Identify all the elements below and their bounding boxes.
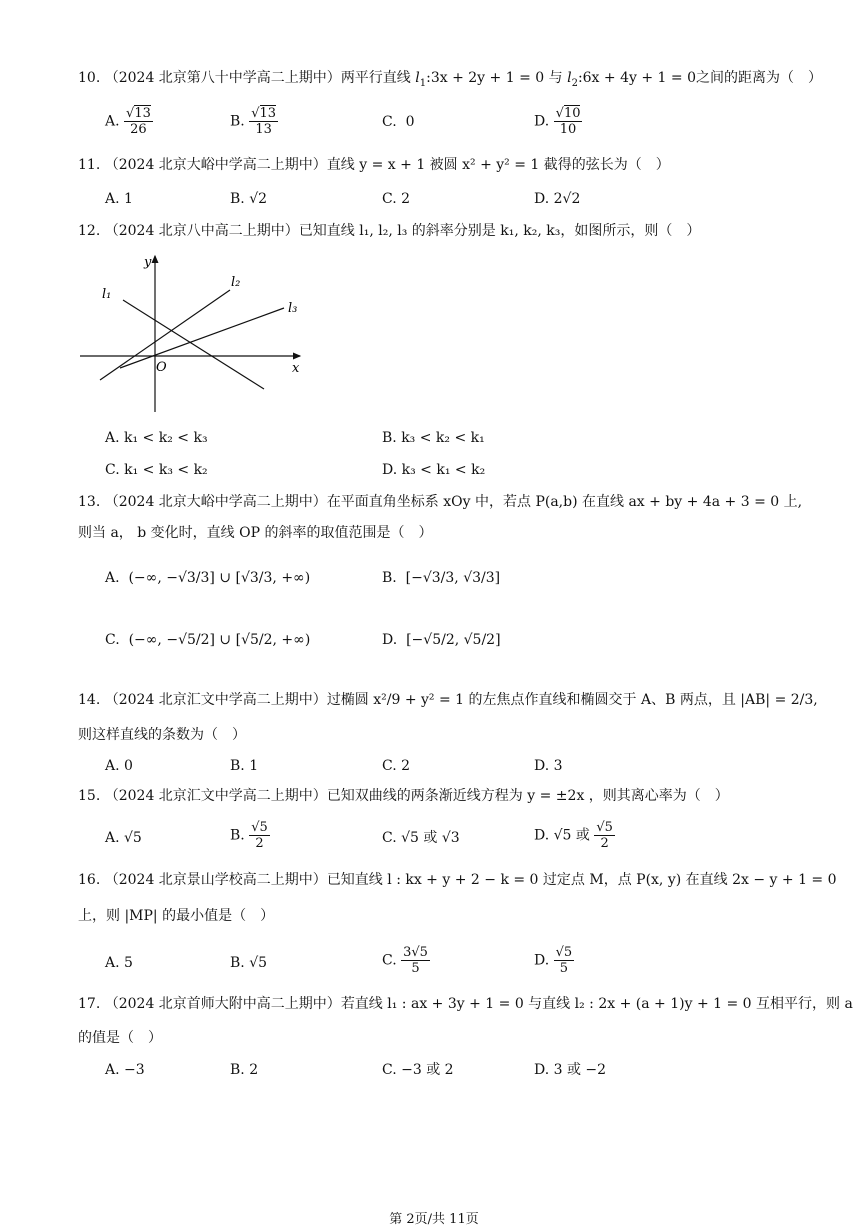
q11-option-c: C. 2 — [382, 191, 411, 207]
q15-option-c: C. √5 或 √3 — [382, 830, 460, 846]
question-14-stem: 14. （2024 北京汇文中学高二上期中）过椭圆 x²/9 + y² = 1 的左焦点作直线和椭圆交于 A、B 两点，且 |AB| = 2/3, — [78, 692, 818, 708]
q17-option-b: B. 2 — [230, 1062, 259, 1078]
page-footer: 第 2页/共 11页 — [389, 1212, 479, 1227]
q17-option-a: A. −3 — [105, 1062, 145, 1078]
q11-option-d: D. 2√2 — [534, 191, 581, 207]
q15-option-a: A. √5 — [105, 830, 142, 846]
q12-option-d: D. k₃ < k₁ < k₂ — [382, 462, 486, 478]
x-label: x — [292, 361, 300, 376]
q12-option-c: C. k₁ < k₃ < k₂ — [105, 462, 208, 478]
question-12-stem: 12. （2024 北京八中高二上期中）已知直线 l₁, l₂, l₃ 的斜率分别是 k₁, k₂, k₃，如图所示，则（ ） — [78, 223, 701, 239]
question-17-stem-2: 的值是（ ） — [78, 1030, 162, 1046]
q16-option-b: B. √5 — [230, 955, 268, 971]
q14-option-d: D. 3 — [534, 758, 563, 774]
q12-figure — [78, 250, 308, 420]
q16-option-d: D. $\frac{√5}{5}$ — [534, 945, 573, 976]
q11-option-b: B. √2 — [230, 191, 268, 207]
question-17-stem: 17. （2024 北京首师大附中高二上期中）若直线 l₁ : ax + 3y + 1 = 0 与直线 l₂ : 2x + (a + 1)y + 1 = 0 互相平行，则 a — [78, 996, 853, 1012]
q14-option-b: B. 1 — [230, 758, 259, 774]
q10-option-b: B. $\frac{√13}{13}$ — [230, 106, 277, 137]
q11-option-a: A. 1 — [105, 191, 133, 207]
origin-label: O — [156, 360, 167, 375]
q16-option-a: A. 5 — [105, 955, 133, 971]
q13-option-c: C. (−∞, −√5/2] ∪ [√5/2, +∞) — [105, 632, 311, 648]
q12-option-b: B. k₃ < k₂ < k₁ — [382, 430, 485, 446]
q10-option-a: A. $\frac{√13}{26}$ — [105, 106, 151, 137]
l3-label: l₃ — [288, 301, 298, 316]
q12-option-a: A. k₁ < k₂ < k₃ — [105, 430, 208, 446]
q17-option-c: C. −3 或 2 — [382, 1062, 454, 1078]
question-15-stem: 15. （2024 北京汇文中学高二上期中）已知双曲线的两条渐近线方程为 y = ±2x ，则其离心率为（ ） — [78, 788, 729, 804]
line-l3 — [120, 308, 284, 368]
q10-option-d: D. $\frac{√10}{10}$ — [534, 106, 581, 137]
question-13-stem: 13. （2024 北京大峪中学高二上期中）在平面直角坐标系 xOy 中，若点 P(a,b) 在直线 ax + by + 4a + 3 = 0 上, — [78, 494, 803, 510]
l1-label: l₁ — [102, 287, 112, 302]
l2-label: l₂ — [231, 275, 241, 290]
question-16-stem: 16. （2024 北京景山学校高二上期中）已知直线 l : kx + y + 2 − k = 0 过定点 M，点 P(x, y) 在直线 2x − y + 1 = 0 — [78, 872, 837, 888]
q16-option-c: C. $\frac{3√5}{5}$ — [382, 945, 428, 976]
question-16-stem-2: 上，则 |MP| 的最小值是（ ） — [78, 908, 275, 924]
line-l1 — [123, 300, 264, 389]
q14-option-c: C. 2 — [382, 758, 411, 774]
q13-option-a: A. (−∞, −√3/3] ∪ [√3/3, +∞) — [105, 570, 311, 586]
y-label: y — [144, 255, 152, 270]
question-14-stem-2: 则这样直线的条数为（ ） — [78, 727, 246, 743]
q13-option-d: D. [−√5/2, √5/2] — [382, 632, 501, 648]
q13-option-b: B. [−√3/3, √3/3] — [382, 570, 501, 586]
q10-option-c: C. 0 — [382, 114, 415, 130]
q14-option-a: A. 0 — [105, 758, 133, 774]
question-13-stem-2: 则当 a， b 变化时，直线 OP 的斜率的取值范围是（ ） — [78, 525, 433, 541]
question-10-stem: 10. （2024 北京第八十中学高二上期中）两平行直线 $l_1:3x + 2y + 1 = 0$ 与 $l_2:6x + 4y + 1 = 0$之间的距离为（ ） — [78, 70, 822, 89]
question-11-stem: 11. （2024 北京大峪中学高二上期中）直线 y = x + 1 被圆 x² + y² = 1 截得的弦长为（ ） — [78, 157, 670, 173]
q15-option-b: B. $\frac{√5}{2}$ — [230, 820, 268, 851]
q17-option-d: D. 3 或 −2 — [534, 1062, 607, 1078]
q15-option-d: D. √5 或 $\frac{√5}{2}$ — [534, 820, 613, 851]
